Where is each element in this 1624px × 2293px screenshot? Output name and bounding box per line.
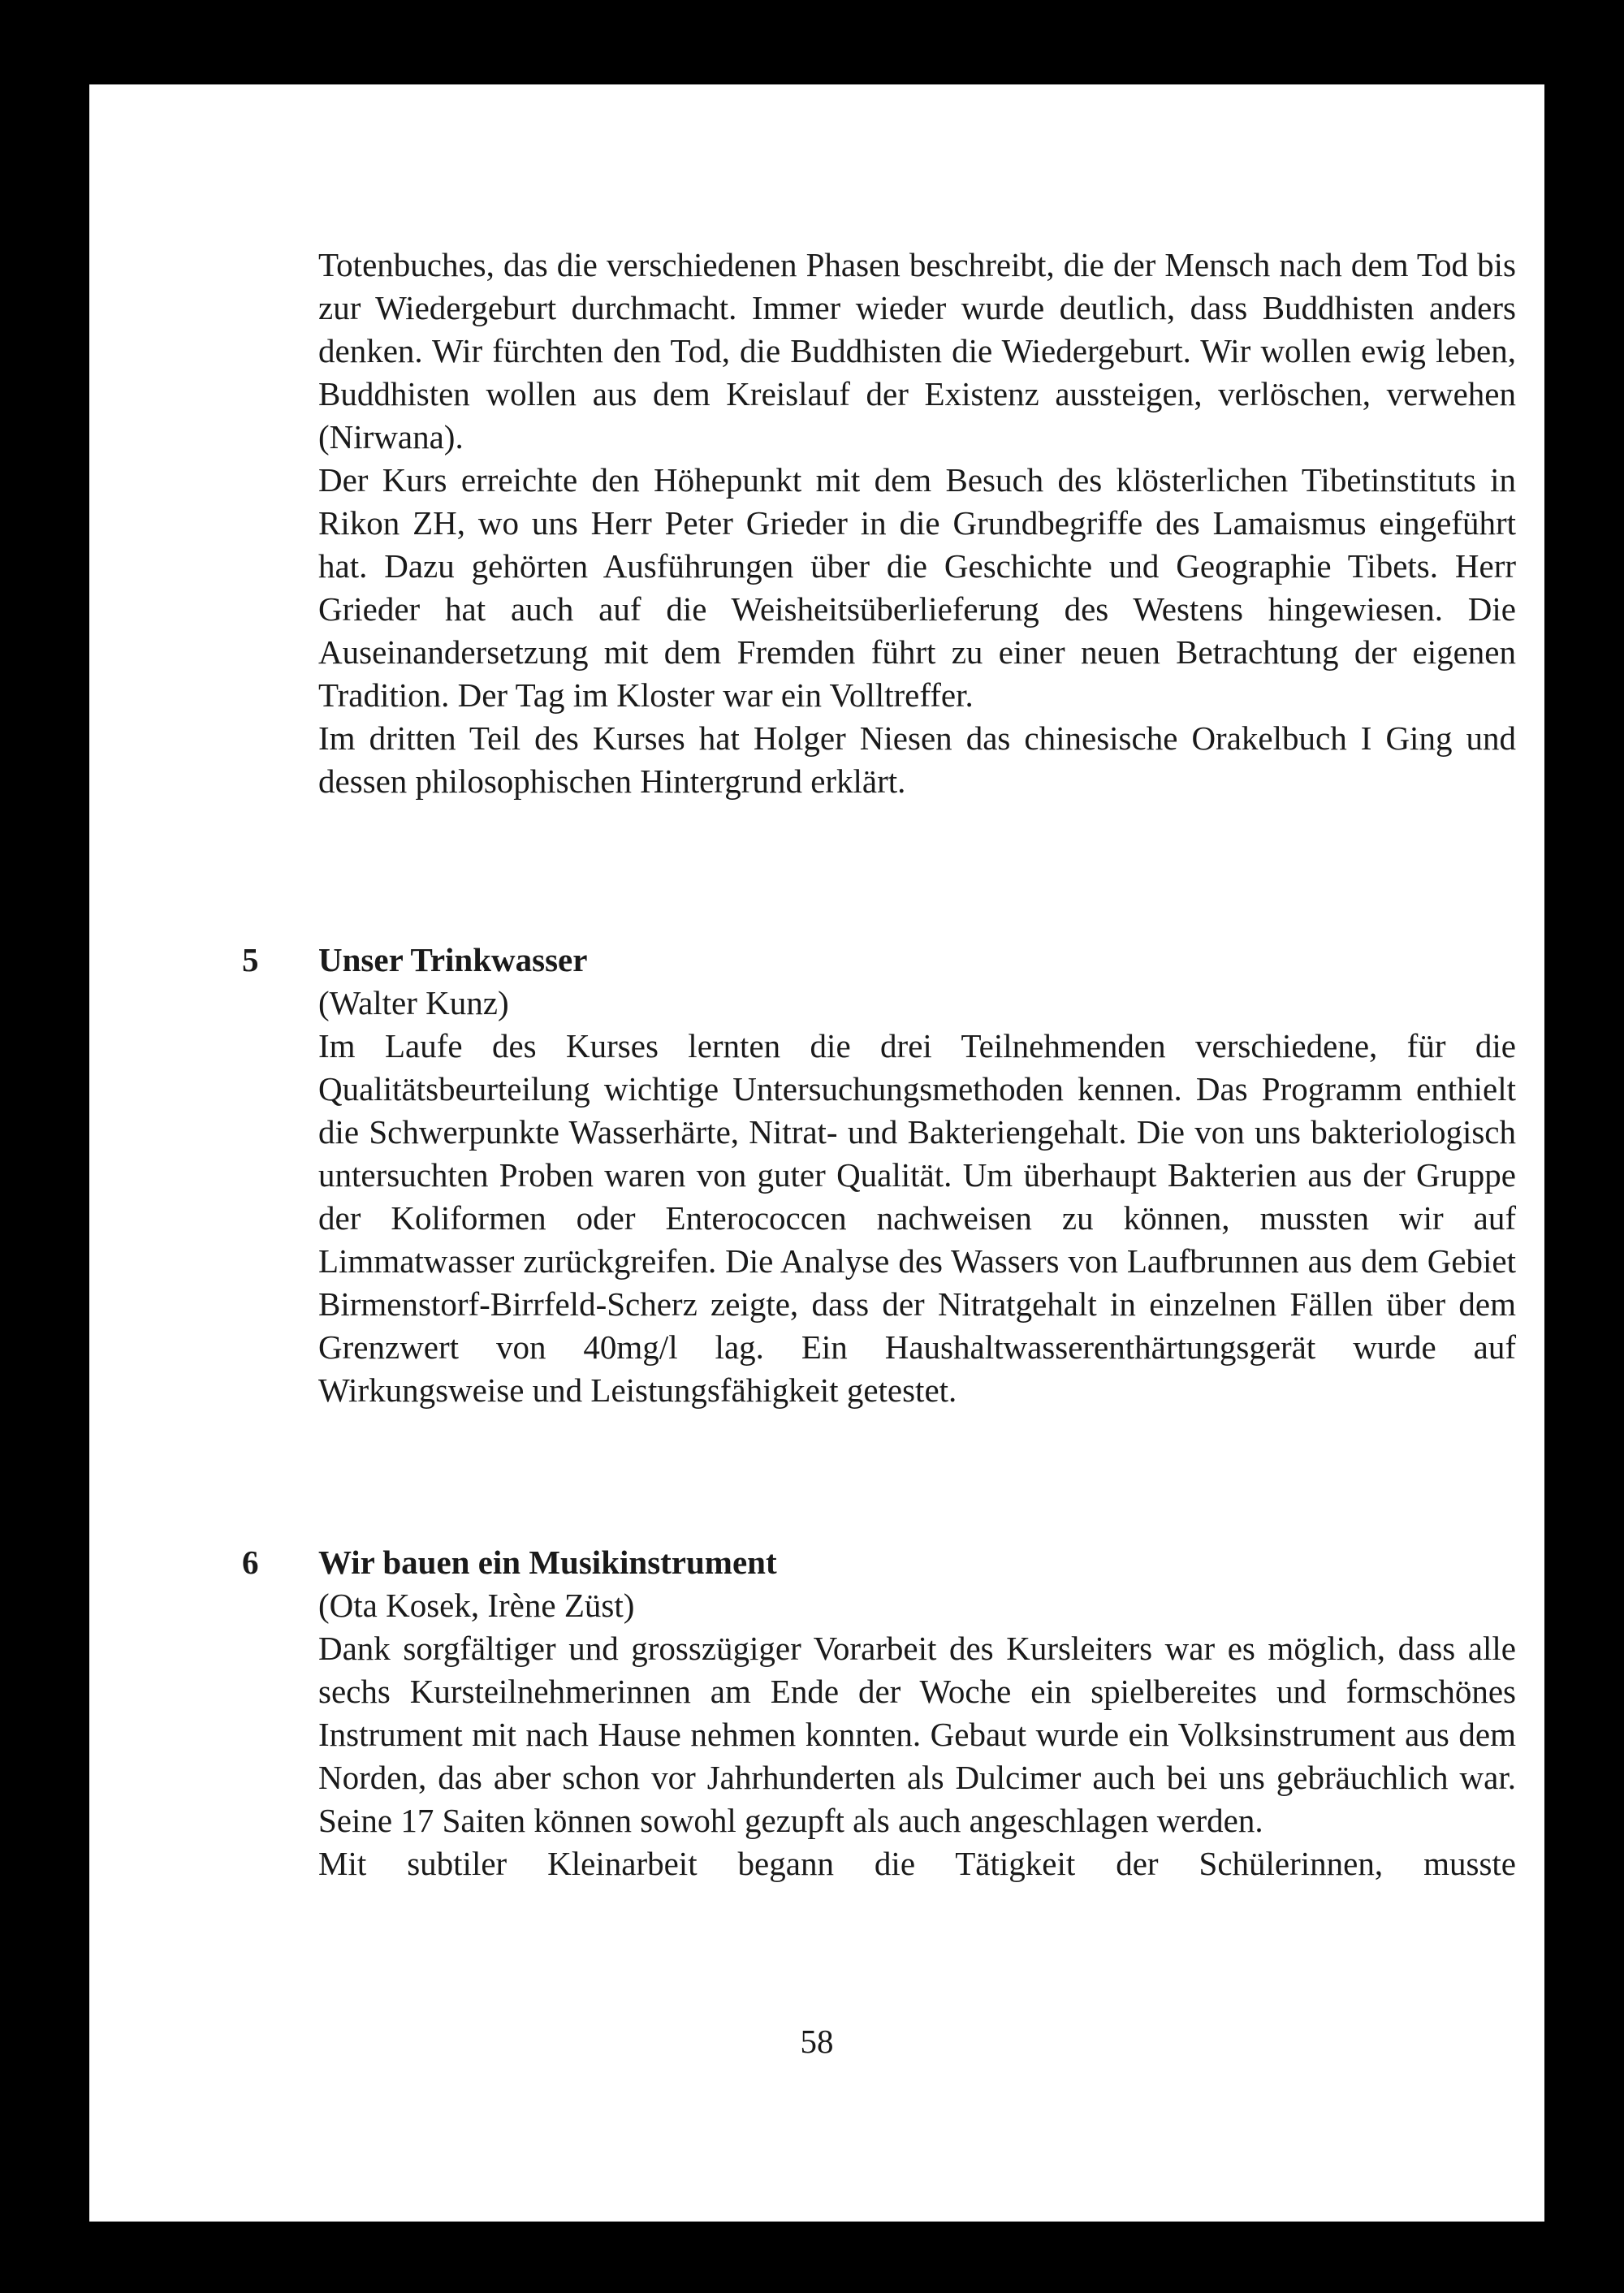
intro-paragraph-1: Totenbuches, das die verschiedenen Phasen beschreibt, die der Mensch nach dem Tod bis zur Wiedergeburt durchmacht. Immer wieder wurde deutlich, dass Buddhisten anders denken. Wir fürchten den Tod, die Buddhisten die Wiedergeburt. Wir wollen ewig leben, Buddhisten wollen aus dem Kreislauf der Existenz aussteigen, verlöschen, verwehen (Nirwana).	[318, 246, 1516, 456]
section-body: Im Laufe des Kurses lernten die drei Teilnehmenden verschiedene, für die Qualitätsbeurteilung wichtige Untersuchungsmethoden kennen. Das Programm enthielt die Schwerpunkte Wasserhärte, Nitrat- und Bakteriengehalt. Die von uns bakteriologisch untersuchten Proben waren von guter Qualität. Um überhaupt Bakterien aus der Gruppe der Koliformen oder Enterococcen nachweisen zu können, mussten wir auf Limmatwasser zurückgreifen. Die Analyse des Wassers von Laufbrunnen aus dem Gebiet Birmenstorf-Birrfeld-Scherz zeigte, dass der Nitratgehalt in einzelnen Fällen über dem Grenzwert von 40mg/l lag. Ein Haushaltwasserenthärtungsgerät wurde auf Wirkungsweise und Leistungsfähigkeit getestet.	[318, 1027, 1516, 1409]
section-body: Dank sorgfältiger und grosszügiger Vorarbeit des Kursleiters war es möglich, dass alle sechs Kursteilnehmerinnen am Ende der Woche ein spielbereites und formschönes Instrument mit nach Hause nehmen konnten. Gebaut wurde ein Volksinstrument aus dem Norden, das aber schon vor Jahrhunderten als Dulcimer auch bei uns gebräuchlich war. Seine 17 Saiten können sowohl gezupft als auch angeschlagen werden.	[318, 1630, 1516, 1839]
section-number: 5	[242, 941, 259, 978]
section-authors: (Walter Kunz)	[318, 984, 509, 1021]
section-body-continued: Mit subtiler Kleinarbeit begann die Tätigkeit der Schülerinnen, musste	[318, 1845, 1516, 1882]
document-page	[89, 84, 1544, 2222]
section-authors: (Ota Kosek, Irène Züst)	[318, 1587, 635, 1624]
section-number: 6	[242, 1544, 259, 1581]
intro-text	[318, 244, 1516, 803]
section-content	[318, 939, 1516, 1412]
section-title: Wir bauen ein Musikinstrument	[318, 1544, 777, 1581]
intro-paragraph-2: Der Kurs erreichte den Höhepunkt mit dem Besuch des klösterlichen Tibetinstituts in Rikon ZH, wo uns Herr Peter Grieder in die Grundbegriffe des Lamaismus eingeführt hat. Dazu gehörten Ausführungen über die Geschichte und Geographie Tibets. Herr Grieder hat auch auf die Weisheitsüberlieferung des Westens hingewiesen. Die Auseinandersetzung mit dem Fremden führt zu einer neuen Betrachtung der eigenen Tradition. Der Tag im Kloster war ein Volltreffer.	[318, 461, 1516, 714]
section-content	[318, 1541, 1516, 1885]
intro-paragraph-3: Im dritten Teil des Kurses hat Holger Niesen das chinesische Orakelbuch I Ging und dessen philosophischen Hintergrund erklärt.	[318, 719, 1516, 800]
page-number: 58	[800, 2023, 834, 2060]
section-title: Unser Trinkwasser	[318, 941, 588, 978]
